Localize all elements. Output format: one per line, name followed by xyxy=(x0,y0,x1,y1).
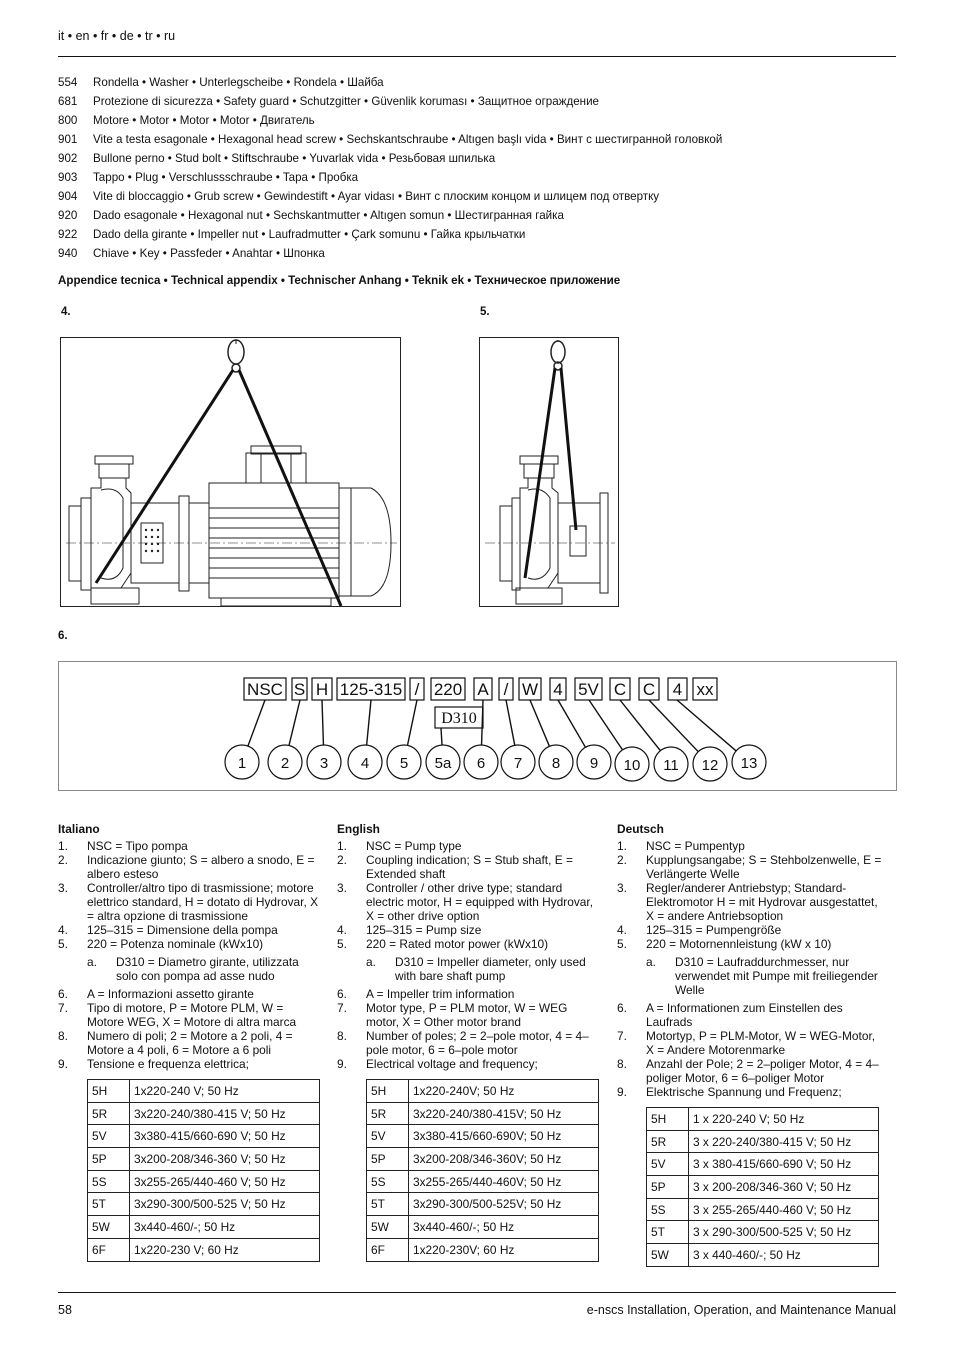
legend-item-text: NSC = Tipo pompa xyxy=(87,839,188,853)
callout-number: 5a xyxy=(434,755,452,772)
italiano-column xyxy=(58,822,323,1262)
legend-item-text: NSC = Pumpentyp xyxy=(646,839,745,853)
legend-item-text: Indicazione giunto; S = albero a snodo, E = albero esteso xyxy=(87,853,315,881)
legend-item-text: Anzahl der Pole; 2 = 2–poliger Motor, 4 = 4–poliger Motor, 6 = 6–poliger Motor xyxy=(646,1057,879,1085)
part-row xyxy=(58,111,898,130)
table-row xyxy=(88,1238,320,1261)
column-heading: Italiano xyxy=(58,822,100,836)
legend-item-text: Motortyp, P = PLM-Motor, W = WEG-Motor, X = Andere Motorenmarke xyxy=(646,1029,876,1057)
legend-item-number: 2. xyxy=(617,853,627,867)
legend-item xyxy=(617,1085,882,1099)
legend-item-number: 4. xyxy=(337,923,347,937)
appendix-title: Appendice tecnica • Technical appendix • Technischer Anhang • Teknik ek • Техническое приложение xyxy=(58,274,621,287)
legend-item xyxy=(337,881,602,923)
part-row xyxy=(58,130,898,149)
figure-6-label: 6. xyxy=(58,630,68,642)
legend-item-text: Kupplungsangabe; S = Stehbolzenwelle, E = Verlängerte Welle xyxy=(646,853,882,881)
voltage-code: 5S xyxy=(647,1198,689,1221)
part-number: 902 xyxy=(58,152,78,165)
legend-item xyxy=(58,987,323,1001)
header-rule xyxy=(58,56,896,57)
voltage-spec: 1x220-240V; 50 Hz xyxy=(409,1080,599,1103)
code-segment: NSC xyxy=(247,680,283,699)
voltage-spec: 3 x 255-265/440-460 V; 50 Hz xyxy=(689,1198,879,1221)
part-description: Dado esagonale • Hexagonal nut • Sechskantmutter • Altıgen somun • Шестигранная гайка xyxy=(93,209,564,222)
voltage-table xyxy=(87,1079,320,1262)
callout-leader xyxy=(322,700,323,745)
table-row xyxy=(367,1170,599,1193)
code-segment: C xyxy=(642,680,656,699)
part-number: 922 xyxy=(58,228,78,241)
part-description: Rondella • Washer • Unterlegscheibe • Rondela • Шайба xyxy=(93,76,384,89)
part-number: 904 xyxy=(58,190,78,203)
part-row xyxy=(58,244,898,263)
code-segment: 5V xyxy=(578,680,599,699)
legend-item-number: a. xyxy=(87,955,97,969)
callout-number: 8 xyxy=(551,755,561,772)
voltage-spec: 3x220-240/380-415V; 50 Hz xyxy=(409,1102,599,1125)
figure-4-label: 4. xyxy=(61,306,71,318)
table-row xyxy=(88,1125,320,1148)
voltage-spec: 3 x 380-415/660-690 V; 50 Hz xyxy=(689,1153,879,1176)
callout-number: 4 xyxy=(360,755,370,772)
table-row xyxy=(367,1216,599,1239)
voltage-spec: 3 x 220-240/380-415 V; 50 Hz xyxy=(689,1130,879,1153)
table-row xyxy=(367,1148,599,1171)
legend-item-text: A = Impeller trim information xyxy=(366,987,515,1001)
table-row xyxy=(88,1216,320,1239)
legend-item-text: D310 = Impeller diameter, only used with bare shaft pump xyxy=(395,955,586,983)
legend-item xyxy=(58,881,323,923)
legend-item-number: 5. xyxy=(58,937,68,951)
callout-number: 3 xyxy=(319,755,329,772)
page-number: 58 xyxy=(58,1303,72,1317)
code-segment: 4 xyxy=(553,680,563,699)
legend-item xyxy=(58,923,323,937)
legend-item-text: Elektrische Spannung und Frequenz; xyxy=(646,1085,842,1099)
callout-number: 7 xyxy=(513,755,523,772)
callout-number: 11 xyxy=(663,757,679,774)
voltage-spec: 3x255-265/440-460 V; 50 Hz xyxy=(130,1170,320,1193)
callout-leader xyxy=(407,700,417,745)
voltage-code: 5V xyxy=(88,1125,130,1148)
voltage-code: 5S xyxy=(88,1170,130,1193)
part-description: Dado della girante • Impeller nut • Laufradmutter • Çark somunu • Гайка крыльчатки xyxy=(93,228,526,241)
voltage-code: 5W xyxy=(647,1244,689,1267)
code-segment: C xyxy=(613,680,627,699)
voltage-code: 5H xyxy=(367,1080,409,1103)
table-row xyxy=(88,1148,320,1171)
legend-item-number: 2. xyxy=(58,853,68,867)
legend-item-text: Electrical voltage and frequency; xyxy=(366,1057,538,1071)
legend-item xyxy=(617,1029,882,1057)
table-row xyxy=(367,1193,599,1216)
callout-number: 5 xyxy=(399,755,409,772)
legend-item-number: a. xyxy=(366,955,376,969)
legend-item xyxy=(337,955,602,983)
legend-item xyxy=(617,923,882,937)
legend-item-number: 3. xyxy=(337,881,347,895)
voltage-spec: 3x200-208/346-360V; 50 Hz xyxy=(409,1148,599,1171)
pump-horizontal-illustration xyxy=(61,338,402,608)
legend-item-number: 7. xyxy=(617,1029,627,1043)
code-segment: / xyxy=(414,680,420,699)
legend-item-text: 125–315 = Pump size xyxy=(366,923,482,937)
voltage-code: 5R xyxy=(88,1102,130,1125)
part-description: Tappo • Plug • Verschlussschraube • Tapa • Пробка xyxy=(93,171,359,184)
legend-item-text: Regler/anderer Antriebstyp; Standard-Elektromotor H = mit Hydrovar ausgestattet, X = andere Antriebsoption xyxy=(646,881,878,923)
callout-leader xyxy=(558,700,585,747)
pump-bare-shaft-illustration xyxy=(480,338,620,608)
legend-item xyxy=(617,955,882,997)
legend-item-text: D310 = Laufraddurchmesser, nur verwendet mit Pumpe mit freiliegender Welle xyxy=(675,955,878,997)
part-row xyxy=(58,168,898,187)
legend-item-text: 220 = Potenza nominale (kWx10) xyxy=(87,937,264,951)
legend-item-text: A = Informazioni assetto girante xyxy=(87,987,254,1001)
part-number: 920 xyxy=(58,209,78,222)
legend-item xyxy=(337,1029,602,1057)
code-legend-list xyxy=(617,839,882,1099)
legend-item xyxy=(58,1029,323,1057)
voltage-code: 5P xyxy=(88,1148,130,1171)
legend-item-text: Coupling indication; S = Stub shaft, E = Extended shaft xyxy=(366,853,573,881)
callout-leader xyxy=(441,728,442,745)
parts-list xyxy=(58,73,898,263)
legend-item-number: 9. xyxy=(617,1085,627,1099)
code-segment: 4 xyxy=(672,680,683,699)
legend-item-number: 6. xyxy=(617,1001,627,1015)
table-row xyxy=(647,1130,879,1153)
legend-item-number: 1. xyxy=(58,839,68,853)
part-number: 901 xyxy=(58,133,78,146)
part-description: Vite a testa esagonale • Hexagonal head screw • Sechskantschraube • Altıgen başlı vida • Винт с шестигранной головкой xyxy=(93,133,723,146)
part-number: 940 xyxy=(58,247,78,260)
voltage-spec: 3x440-460/-; 50 Hz xyxy=(130,1216,320,1239)
legend-item-text: Controller/altro tipo di trasmissione; motore elettrico standard, H = dotato di Hydrovar, X = altra opzione di trasmissione xyxy=(87,881,318,923)
legend-item xyxy=(58,1057,323,1071)
voltage-spec: 3x290-300/500-525V; 50 Hz xyxy=(409,1193,599,1216)
code-segment: xx xyxy=(696,680,714,699)
legend-item-text: Number of poles; 2 = 2–pole motor, 4 = 4–pole motor, 6 = 6–pole motor xyxy=(366,1029,589,1057)
voltage-code: 5P xyxy=(647,1176,689,1199)
legend-item-number: 8. xyxy=(617,1057,627,1071)
voltage-code: 5S xyxy=(367,1170,409,1193)
part-row xyxy=(58,149,898,168)
part-number: 800 xyxy=(58,114,78,127)
callout-leader xyxy=(649,700,698,752)
legend-item-number: 7. xyxy=(58,1001,68,1015)
figure-4-pump-drawing xyxy=(60,337,401,607)
legend-item xyxy=(617,1001,882,1029)
voltage-spec: 3 x 440-460/-; 50 Hz xyxy=(689,1244,879,1267)
legend-item xyxy=(337,1001,602,1029)
code-segment: / xyxy=(503,680,509,699)
callout-leader xyxy=(289,700,300,745)
legend-item-number: 9. xyxy=(337,1057,347,1071)
callout-number: 12 xyxy=(701,757,719,774)
part-description: Bullone perno • Stud bolt • Stiftschraube • Yuvarlak vida • Резьбовая шпилька xyxy=(93,152,496,165)
table-row xyxy=(88,1170,320,1193)
voltage-code: 5R xyxy=(647,1130,689,1153)
legend-item-text: Controller / other drive type; standard electric motor, H = equipped with Hydrovar, X = other drive option xyxy=(366,881,594,923)
legend-item-number: 3. xyxy=(58,881,68,895)
table-row xyxy=(647,1221,879,1244)
legend-item-text: Tensione e frequenza elettrica; xyxy=(87,1057,249,1071)
legend-item-number: a. xyxy=(646,955,656,969)
table-row xyxy=(647,1244,879,1267)
legend-item-number: 4. xyxy=(617,923,627,937)
table-row xyxy=(367,1102,599,1125)
legend-item-number: 1. xyxy=(617,839,627,853)
table-row xyxy=(367,1238,599,1261)
legend-item xyxy=(337,987,602,1001)
code-segment: H xyxy=(315,680,329,699)
part-number: 903 xyxy=(58,171,78,184)
voltage-table xyxy=(366,1079,599,1262)
voltage-spec: 3x255-265/440-460V; 50 Hz xyxy=(409,1170,599,1193)
legend-item-text: 220 = Rated motor power (kWx10) xyxy=(366,937,549,951)
table-row xyxy=(367,1080,599,1103)
legend-item xyxy=(617,881,882,923)
table-row xyxy=(367,1125,599,1148)
part-description: Vite di bloccaggio • Grub screw • Gewindestift • Ayar vidası • Винт с плоским концом и шлицем под отвертку xyxy=(93,190,660,203)
callout-leader xyxy=(620,700,660,751)
voltage-code: 6F xyxy=(88,1238,130,1261)
code-legend-list xyxy=(337,839,602,1071)
english-column xyxy=(337,822,602,1262)
legend-item xyxy=(617,853,882,881)
voltage-spec: 3x290-300/500-525 V; 50 Hz xyxy=(130,1193,320,1216)
legend-item xyxy=(337,839,602,853)
legend-item xyxy=(58,853,323,881)
voltage-spec: 3x440-460/-; 50 Hz xyxy=(409,1216,599,1239)
voltage-code: 5P xyxy=(367,1148,409,1171)
legend-item-text: D310 = Diametro girante, utilizzata solo con pompa ad asse nudo xyxy=(116,955,299,983)
voltage-code: 5T xyxy=(367,1193,409,1216)
voltage-code: 5T xyxy=(88,1193,130,1216)
type-code-svg xyxy=(59,662,898,792)
part-number: 681 xyxy=(58,95,78,108)
legend-item-number: 5. xyxy=(337,937,347,951)
voltage-spec: 3x380-415/660-690V; 50 Hz xyxy=(409,1125,599,1148)
legend-item-number: 8. xyxy=(58,1029,68,1043)
part-row xyxy=(58,206,898,225)
legend-item-number: 4. xyxy=(58,923,68,937)
legend-item xyxy=(337,937,602,951)
code-segment: A xyxy=(477,680,489,699)
language-list: it • en • fr • de • tr • ru xyxy=(58,29,176,43)
part-row xyxy=(58,92,898,111)
voltage-code: 5W xyxy=(367,1216,409,1239)
voltage-spec: 3x200-208/346-360 V; 50 Hz xyxy=(130,1148,320,1171)
callout-leader xyxy=(677,700,736,751)
voltage-code: 5T xyxy=(647,1221,689,1244)
table-row xyxy=(647,1198,879,1221)
legend-item-number: 9. xyxy=(58,1057,68,1071)
table-row xyxy=(88,1193,320,1216)
legend-item-text: 125–315 = Dimensione della pompa xyxy=(87,923,278,937)
code-segment: 125-315 xyxy=(339,680,403,699)
footer-rule xyxy=(58,1292,896,1293)
legend-item-number: 3. xyxy=(617,881,627,895)
voltage-spec: 3x380-415/660-690 V; 50 Hz xyxy=(130,1125,320,1148)
legend-item-number: 6. xyxy=(337,987,347,1001)
voltage-code: 5V xyxy=(367,1125,409,1148)
column-heading: English xyxy=(337,822,380,836)
voltage-spec: 1 x 220-240 V; 50 Hz xyxy=(689,1108,879,1131)
callout-leader xyxy=(506,700,515,745)
legend-item xyxy=(617,937,882,951)
voltage-table xyxy=(646,1107,879,1267)
voltage-code: 5V xyxy=(647,1153,689,1176)
voltage-code: 5H xyxy=(647,1108,689,1131)
voltage-spec: 3 x 200-208/346-360 V; 50 Hz xyxy=(689,1176,879,1199)
legend-item xyxy=(617,839,882,853)
legend-item-number: 1. xyxy=(337,839,347,853)
manual-title: e-nscs Installation, Operation, and Maintenance Manual xyxy=(586,1303,896,1317)
legend-item xyxy=(58,839,323,853)
callout-number: 1 xyxy=(237,755,247,772)
code-segment: S xyxy=(293,680,306,699)
legend-item-number: 6. xyxy=(58,987,68,1001)
voltage-spec: 1x220-240 V; 50 Hz xyxy=(130,1080,320,1103)
legend-item-text: Numero di poli; 2 = Motore a 2 poli, 4 = Motore a 4 poli, 6 = Motore a 6 poli xyxy=(87,1029,293,1057)
code-legend-list xyxy=(58,839,323,1071)
callout-number: 13 xyxy=(740,755,758,772)
type-code-diagram xyxy=(58,661,897,791)
callout-number: 10 xyxy=(623,757,641,774)
voltage-spec: 1x220-230V; 60 Hz xyxy=(409,1238,599,1261)
legend-item-number: 8. xyxy=(337,1029,347,1043)
legend-item xyxy=(58,955,323,983)
voltage-spec: 3 x 290-300/500-525 V; 50 Hz xyxy=(689,1221,879,1244)
voltage-code: 5W xyxy=(88,1216,130,1239)
callout-leader xyxy=(248,700,265,746)
legend-item xyxy=(58,1001,323,1029)
code-segment: W xyxy=(521,680,539,699)
callout-number: 9 xyxy=(589,755,599,772)
voltage-code: 5H xyxy=(88,1080,130,1103)
legend-item-text: 220 = Motornennleistung (kW x 10) xyxy=(646,937,832,951)
legend-item-number: 2. xyxy=(337,853,347,867)
table-row xyxy=(647,1153,879,1176)
legend-item xyxy=(337,923,602,937)
callout-leader xyxy=(367,700,371,745)
column-heading: Deutsch xyxy=(617,822,664,836)
part-description: Protezione di sicurezza • Safety guard • Schutzgitter • Güvenlik koruması • Защитное ограждение xyxy=(93,95,599,108)
part-description: Motore • Motor • Motor • Motor • Двигатель xyxy=(93,114,315,127)
legend-item xyxy=(337,853,602,881)
voltage-code: 6F xyxy=(367,1238,409,1261)
deutsch-column xyxy=(617,822,882,1267)
part-row xyxy=(58,73,898,92)
part-row xyxy=(58,225,898,244)
legend-item-text: A = Informationen zum Einstellen des Laufrads xyxy=(646,1001,843,1029)
table-row xyxy=(647,1176,879,1199)
figure-5-pump-drawing xyxy=(479,337,619,607)
figure-5-label: 5. xyxy=(480,306,490,318)
voltage-spec: 1x220-230 V; 60 Hz xyxy=(130,1238,320,1261)
code-segment: 220 xyxy=(433,680,463,699)
table-row xyxy=(88,1080,320,1103)
legend-item-text: Tipo di motore, P = Motore PLM, W = Motore WEG, X = Motore di altra marca xyxy=(87,1001,297,1029)
legend-item-number: 5. xyxy=(617,937,627,951)
part-row xyxy=(58,187,898,206)
legend-item xyxy=(617,1057,882,1085)
legend-item-text: Motor type, P = PLM motor, W = WEG motor, X = Other motor brand xyxy=(366,1001,568,1029)
callout-leader xyxy=(589,700,623,750)
legend-item xyxy=(58,937,323,951)
legend-item xyxy=(337,1057,602,1071)
legend-item-text: 125–315 = Pumpengröße xyxy=(646,923,782,937)
legend-item-text: NSC = Pump type xyxy=(366,839,462,853)
part-number: 554 xyxy=(58,76,78,89)
part-description: Chiave • Key • Passfeder • Anahtar • Шпонка xyxy=(93,247,325,260)
sub-code-text: D310 xyxy=(441,710,477,727)
table-row xyxy=(88,1102,320,1125)
callout-number: 6 xyxy=(476,755,486,772)
table-row xyxy=(647,1108,879,1131)
legend-item-number: 7. xyxy=(337,1001,347,1015)
voltage-spec: 3x220-240/380-415 V; 50 Hz xyxy=(130,1102,320,1125)
callout-number: 2 xyxy=(280,755,290,772)
voltage-code: 5R xyxy=(367,1102,409,1125)
callout-leader xyxy=(530,700,549,746)
